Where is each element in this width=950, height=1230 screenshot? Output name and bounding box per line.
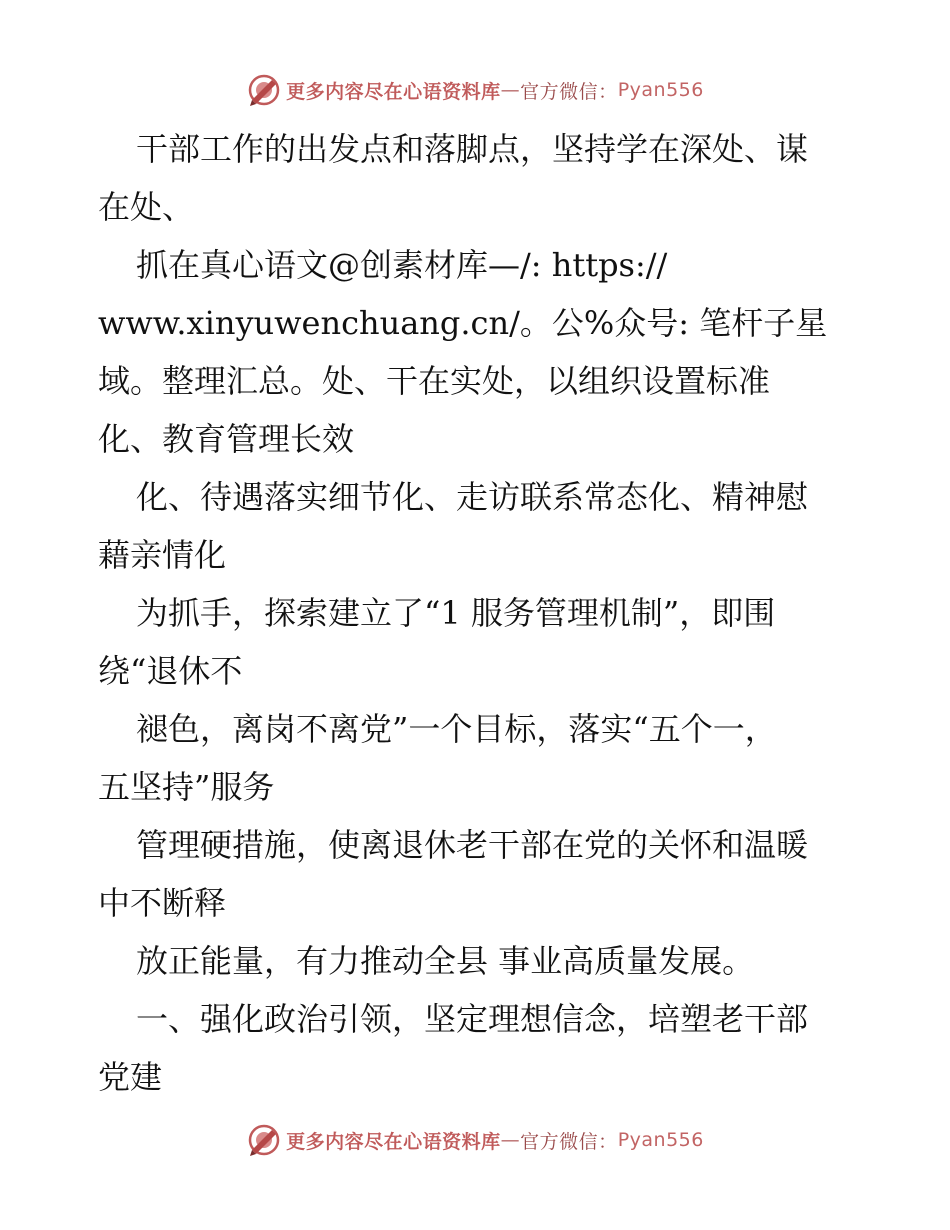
footer-banner [0,1120,950,1160]
body-line: 党建 [98,1058,163,1096]
pen-circle-logo-icon [246,1122,282,1158]
body-line: 在处、 [98,188,195,226]
body-line: 中不断释 [98,884,227,922]
banner-brand-text: 更多内容尽在心语资料库 [286,80,501,103]
body-line: 为抓手，探索建立了“1 服务管理机制”，即围 [136,594,776,632]
body-line: 干部工作的出发点和落脚点，坚持学在深处、谋 [136,130,809,168]
body-line: 绕“退休不 [98,652,243,690]
body-line: 化、教育管理长效 [98,420,355,458]
banner-wechat-handle: Pyan556 [617,79,704,101]
body-line: 域。整理汇总。处、干在实处，以组织设置标准 [98,362,771,400]
body-line: www.xinyuwenchuang.cn/。公%众号: 笔杆子星 [98,304,828,342]
banner-separator: — [500,1129,521,1151]
body-line: 放正能量，有力推动全县 事业高质量发展。 [136,942,755,980]
document-body [98,120,878,1106]
body-line: 褪色，离岗不离党”一个目标，落实“五个一， [136,710,777,748]
banner-wechat-handle: Pyan556 [617,1129,704,1151]
body-line: 抓在真心语文@创素材库—/: https:// [136,246,668,284]
body-line: 五坚持”服务 [98,768,275,806]
body-line: 管理硬措施，使离退休老干部在党的关怀和温暖 [136,826,809,864]
body-line: 藉亲情化 [98,536,227,574]
banner-wechat-label: 官方微信： [520,80,618,103]
body-line: 化、待遇落实细节化、走访联系常态化、精神慰 [136,478,809,516]
banner-separator: — [500,79,521,101]
pen-circle-logo-icon [246,72,282,108]
header-banner [0,70,950,110]
banner-wechat-label: 官方微信： [520,1130,618,1153]
banner-brand-text: 更多内容尽在心语资料库 [286,1130,501,1153]
body-line: 一、强化政治引领，坚定理想信念，培塑老干部 [136,1000,809,1038]
